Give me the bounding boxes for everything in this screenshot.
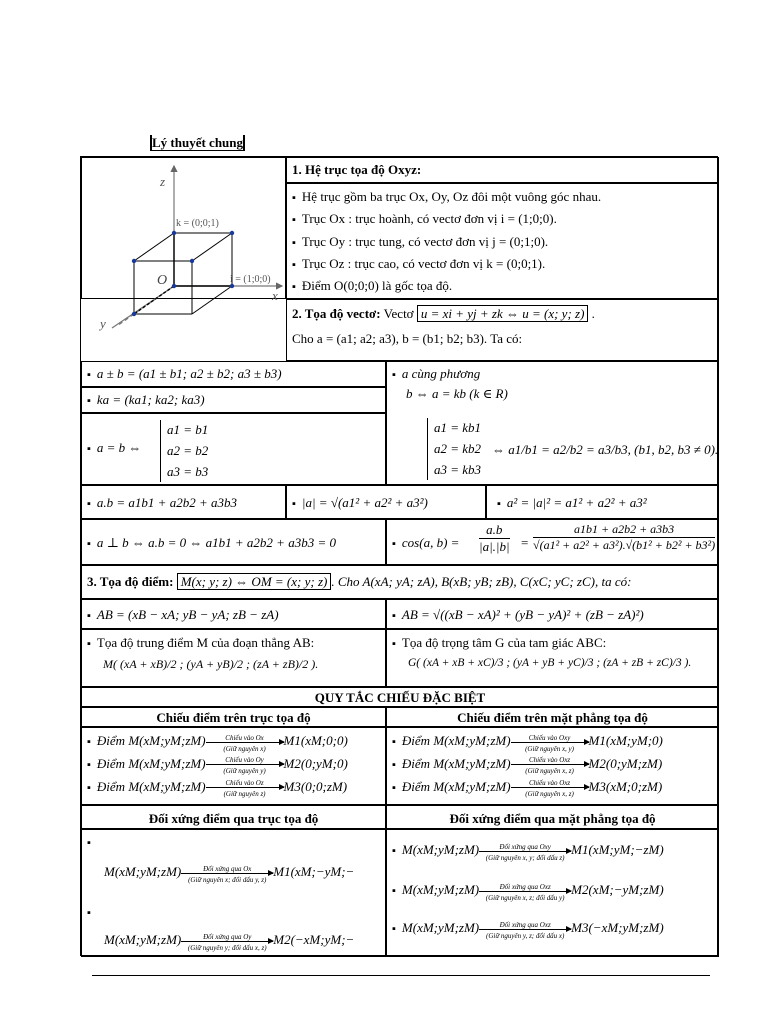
op-equality: ▪ a = b ⇔ a1 = b1 a2 = b2 a3 = b3 bbox=[81, 413, 386, 485]
op-square: ▪ a² = |a|² = a1² + a2² + a3² bbox=[486, 485, 719, 519]
list-item: ▪ Điểm M(xM;yM;zM) Chiếu vào Oxz (Giữ nguyên x, z)M3(xM;0;zM) bbox=[392, 776, 713, 799]
list-item: ▪ Điểm M(xM;yM;zM) Chiếu vào Oxy (Giữ nguyên x, y)M1(xM;yM;0) bbox=[392, 730, 713, 753]
page-title: Lý thuyết chung bbox=[152, 135, 244, 150]
list-item: ▪ Trục Ox : trục hoành, có vectơ đơn vị i = (1;0;0). bbox=[292, 208, 713, 230]
sym-axis-heading: Đối xứng điểm qua trục tọa độ bbox=[81, 805, 386, 829]
list-item: ▪ M(xM;yM;zM) Đối xứng qua Oxz (Giữ nguyên x, z; đổi dấu y)M2(xM;−yM;zM) bbox=[392, 880, 664, 902]
centroid: ▪ Tọa độ trọng tâm G của tam giác ABC: G( (xA + xB + xC)/3 ; (yA + yB + yC)/3 ; (zA + zB + zC)/3 ). bbox=[386, 629, 719, 687]
list-item: ▪ Điểm O(0;0;0) là gốc tọa độ. bbox=[292, 275, 713, 297]
section-3-heading: 3. Tọa độ điểm: M(x; y; z) ⇔ OM = (x; y; z) . Cho A(xA; yA; zA), B(xB; yB; zB), C(xC; yC; zC), ta có: bbox=[81, 565, 719, 599]
sym-plane-heading: Đối xứng điểm qua mặt phẳng tọa độ bbox=[386, 805, 719, 829]
proj-plane-list bbox=[386, 727, 719, 805]
op-cosine: ▪ cos(a, b) = a.b |a|.|b| = a1b1 + a2b2 + a3b3 √(a1² + a2² + a3²).√(b1² + b2² + b3²) bbox=[386, 519, 719, 565]
list-item: ▪ Điểm M(xM;yM;zM) Chiếu vào Oxz (Giữ nguyên x, z)M2(0;yM;zM) bbox=[392, 753, 713, 776]
list-item: ▪ Trục Oz : trục cao, có vectơ đơn vị k = (0;0;1). bbox=[292, 253, 713, 275]
rules-heading: QUY TẮC CHIẾU ĐẶC BIỆT bbox=[81, 687, 719, 707]
vector-definition: u = xi + yj + zk ⇔ u = (x; y; z) bbox=[417, 305, 589, 322]
proj-plane-heading: Chiếu điểm trên mặt phẳng tọa độ bbox=[386, 707, 719, 727]
sym-plane-list bbox=[386, 829, 719, 957]
sym-axis-list bbox=[81, 829, 386, 957]
x-axis-label: x bbox=[272, 288, 278, 303]
op-sum: ▪ a ± b = (a1 ± b1; a2 ± b2; a3 ± b3) bbox=[81, 361, 386, 387]
section-2-heading: 2. Tọa độ vectơ: bbox=[292, 306, 381, 321]
cube-axes-diagram bbox=[82, 158, 287, 331]
k-vector-label: k = (0;0;1) bbox=[176, 218, 219, 229]
footer-divider bbox=[92, 975, 710, 976]
list-item: M(xM;yM;zM) Đối xứng qua Ox (Giữ nguyên x; đổi dấu y, z)M1(xM;−yM;− bbox=[104, 864, 355, 884]
list-item: ▪ Điểm M(xM;yM;zM) Chiếu vào Oy (Giữ nguyên y)M2(0;yM;0) bbox=[87, 753, 380, 776]
section-2: 2. Tọa độ vectơ: Vectơ u = xi + yj + zk ⇔ u = (x; y; z) . Cho a = (a1; a2; a3), b = (b1; b2; b3). Ta có: bbox=[286, 299, 719, 361]
proj-axis-heading: Chiếu điểm trên trục tọa độ bbox=[81, 707, 386, 727]
op-scale: ▪ ka = (ka1; ka2; ka3) bbox=[81, 387, 386, 413]
section-1-heading: 1. Hệ trục tọa độ Oxyz: bbox=[286, 157, 719, 183]
axes-diagram-cell bbox=[81, 157, 286, 331]
list-item: ▪ Điểm M(xM;yM;zM) Chiếu vào Ox (Giữ nguyên x)M1(xM;0;0) bbox=[87, 730, 380, 753]
op-perpendicular: ▪ a ⊥ b ⇔ a.b = 0 ⇔ a1b1 + a2b2 + a3b3 = 0 bbox=[81, 519, 386, 565]
list-item: ▪ Trục Oy : trục tung, có vectơ đơn vị j = (0;1;0). bbox=[292, 231, 713, 253]
section-1-list bbox=[286, 183, 719, 299]
given-vectors: Cho a = (a1; a2; a3), b = (b1; b2; b3). Ta có: bbox=[292, 330, 523, 346]
list-item: ▪ Điểm M(xM;yM;zM) Chiếu vào Oz (Giữ nguyên z)M3(0;0;zM) bbox=[87, 776, 380, 799]
op-norm: ▪ |a| = √(a1² + a2² + a3²) bbox=[286, 485, 486, 519]
i-vector-label: i = (1;0;0) bbox=[230, 274, 271, 285]
midpoint: ▪ Tọa độ trung điểm M của đoạn thẳng AB: M( (xA + xB)/2 ; (yA + yB)/2 ; (zA + zB)/2 ). bbox=[81, 629, 386, 687]
ab-vector: ▪ AB = (xB − xA; yB − yA; zB − zA) bbox=[81, 599, 386, 629]
point-definition: M(x; y; z) ⇔ OM = (x; y; z) bbox=[177, 573, 332, 590]
origin-label: O bbox=[157, 273, 168, 288]
op-dot-product: ▪ a.b = a1b1 + a2b2 + a3b3 bbox=[81, 485, 286, 519]
list-item: M(xM;yM;zM) Đối xứng qua Oy (Giữ nguyên y; đổi dấu x, z)M2(−xM;yM;− bbox=[104, 932, 355, 952]
list-item: ▪ M(xM;yM;zM) Đối xứng qua Oxz (Giữ nguyên y, z; đổi dấu x)M3(−xM;yM;zM) bbox=[392, 918, 664, 940]
proj-axis-list bbox=[81, 727, 386, 805]
list-item: ▪ M(xM;yM;zM) Đối xứng qua Oxy (Giữ nguyên x, y; đổi dấu z)M1(xM;yM;−zM) bbox=[392, 840, 664, 862]
list-item: ▪ Hệ trục gồm ba trục Ox, Oy, Oz đôi một vuông góc nhau. bbox=[292, 186, 713, 208]
theory-table bbox=[80, 156, 718, 956]
ab-length: ▪ AB = √((xB − xA)² + (yB − yA)² + (zB − zA)²) bbox=[386, 599, 719, 629]
op-collinear: ▪ a cùng phương b ⇔ a = kb (k ∈ R) a1 = kb1 a2 = kb2 a3 = kb3 ⇔ a1/b1 = a2/b2 = a3/b3, (b1, b2, b3 ≠ 0). bbox=[386, 361, 719, 485]
z-axis-label: z bbox=[160, 174, 166, 189]
y-axis-label: y bbox=[100, 316, 106, 331]
